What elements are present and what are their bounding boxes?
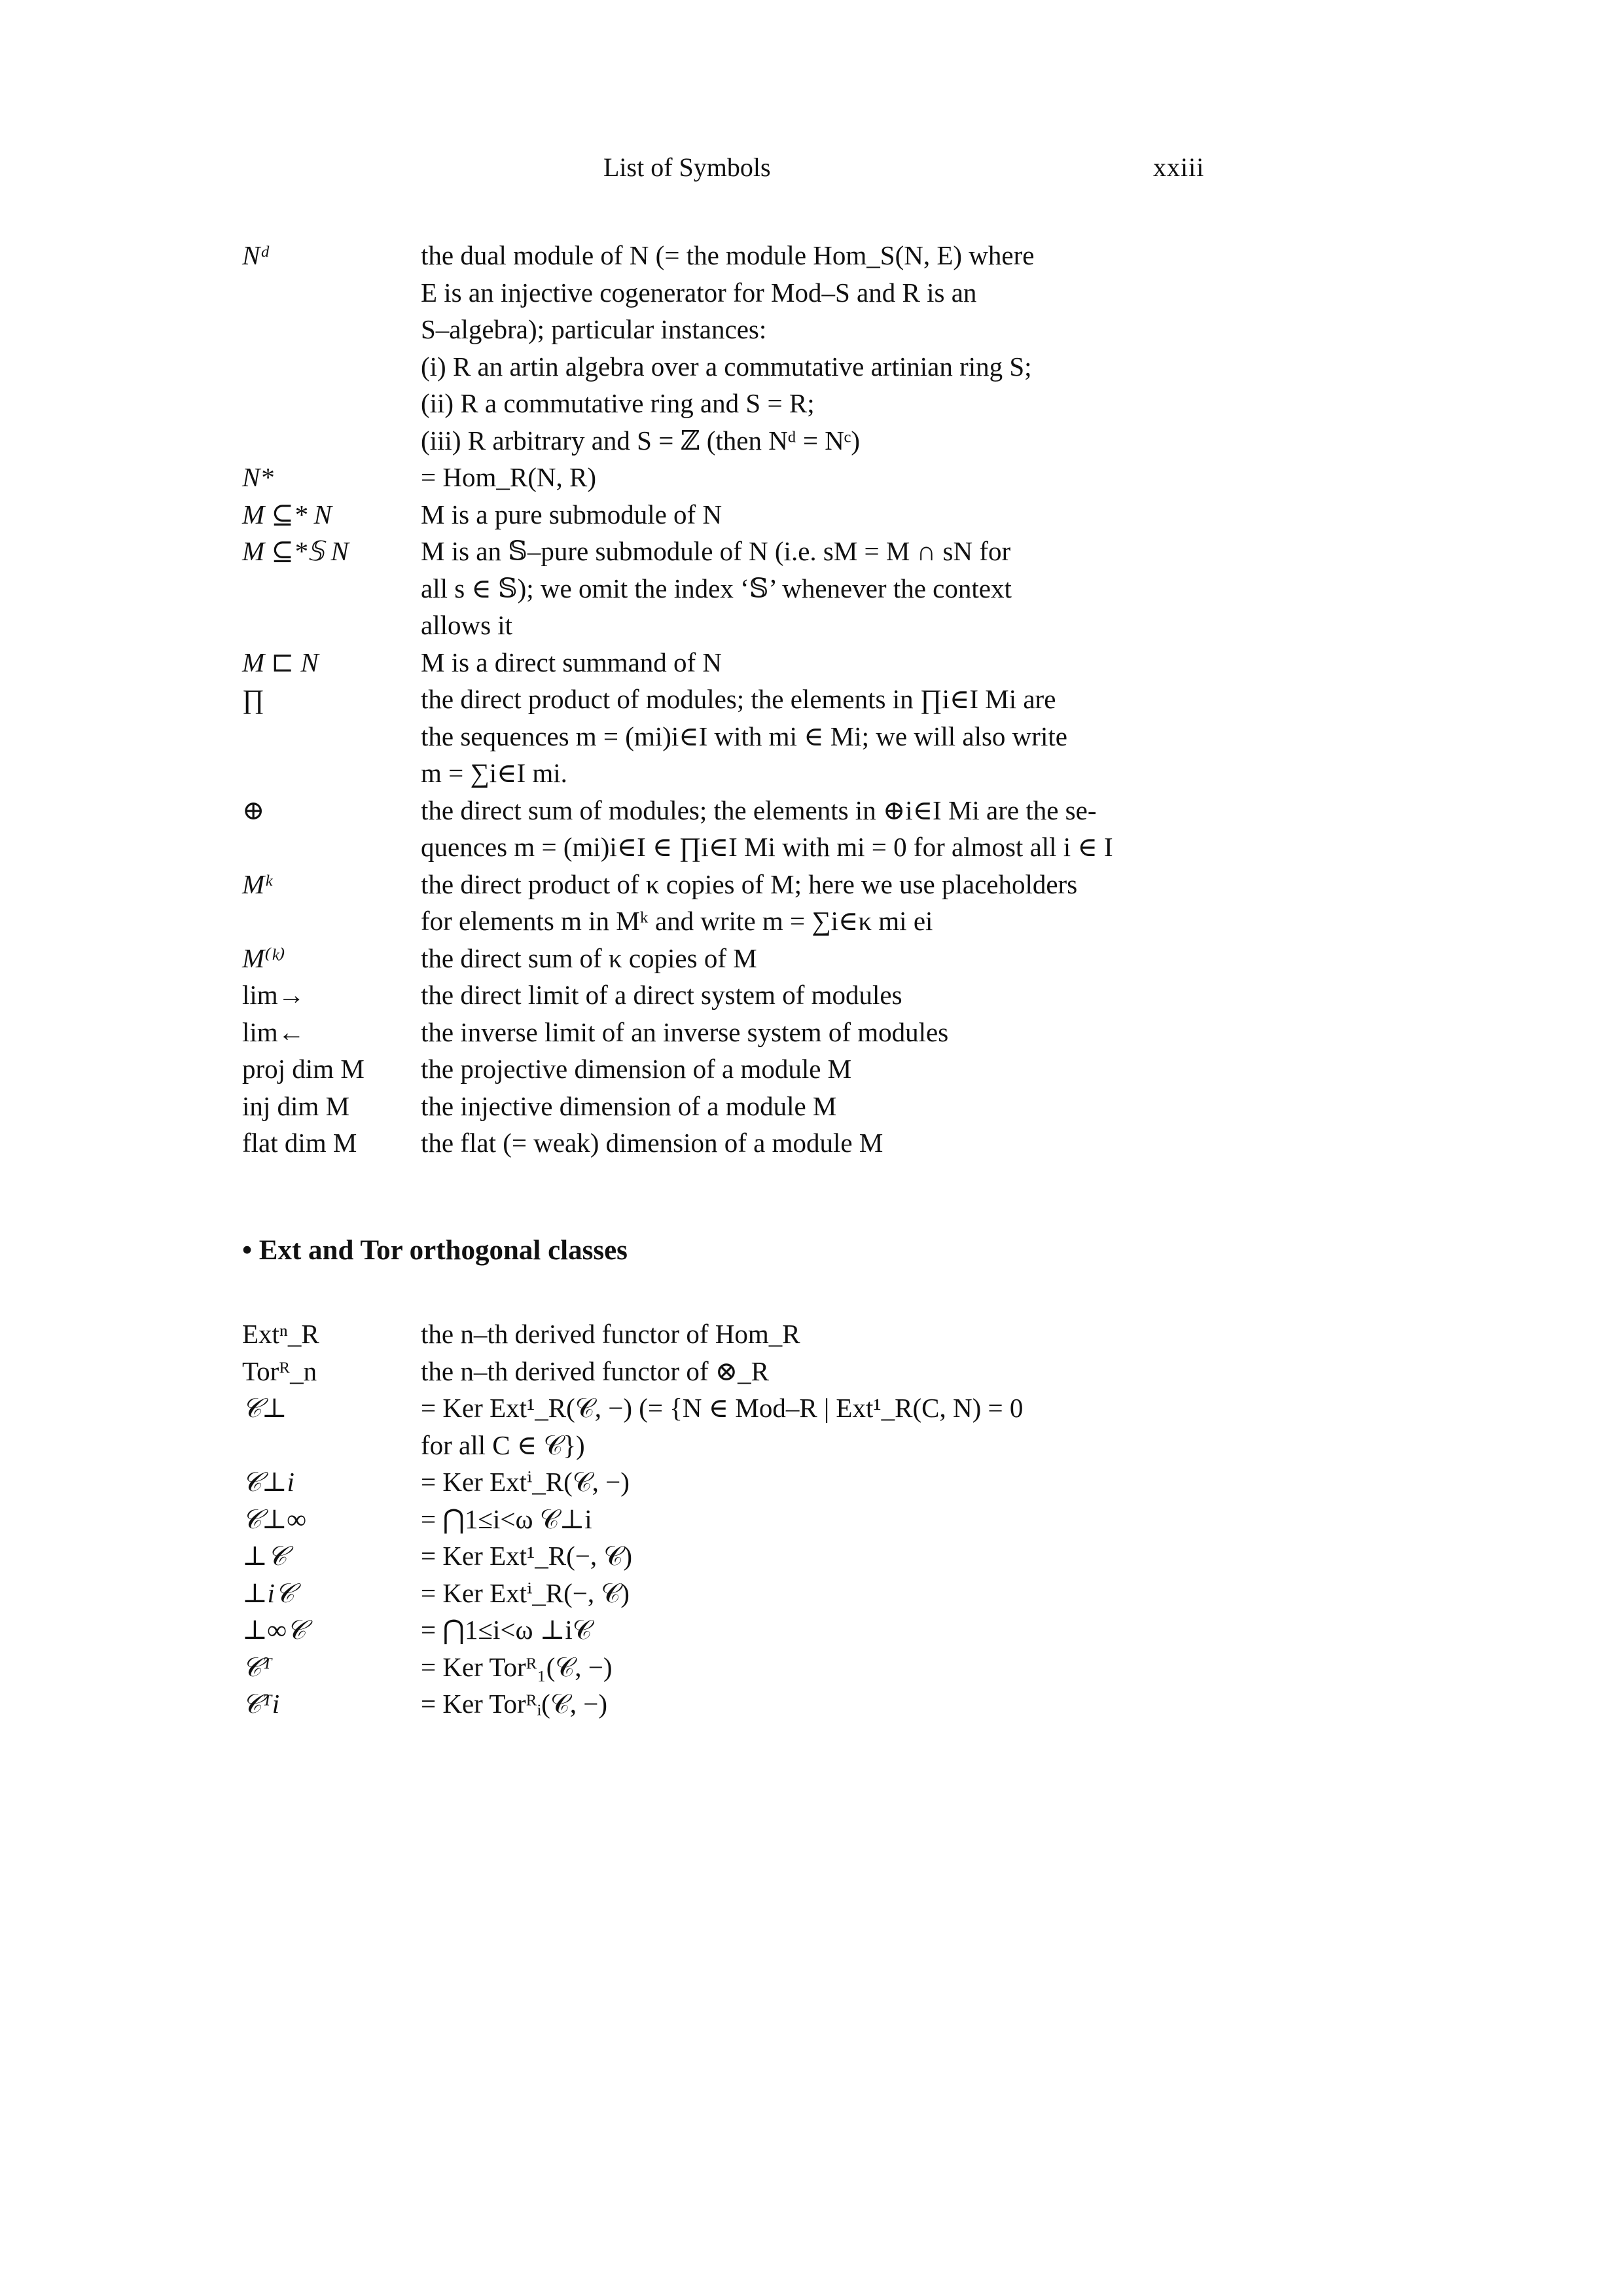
symbol-description <box>421 459 1263 496</box>
module-symbol-table <box>242 237 1263 1162</box>
symbol-description <box>421 1050 1263 1088</box>
symbol-entry <box>242 1575 1263 1612</box>
symbol-description <box>421 533 1263 644</box>
description-line: S–algebra); particular instances: <box>421 314 767 344</box>
symbol: M ⊆*𝕊 N <box>242 536 349 566</box>
symbol-entry <box>242 1611 1263 1649</box>
description-line: = ⋂1≤i<ω 𝒞⊥i <box>421 1503 592 1534</box>
symbol-description <box>421 792 1263 866</box>
symbol: M⁽ᵏ⁾ <box>242 942 285 973</box>
symbol-entry <box>242 1353 1263 1390</box>
symbol: flat dim M <box>242 1128 357 1158</box>
symbol-description <box>421 1390 1263 1463</box>
symbol: inj dim M <box>242 1090 350 1121</box>
symbol: 𝒞⊥ <box>242 1393 287 1423</box>
symbol: Mᵏ <box>242 869 272 899</box>
symbol-description <box>421 977 1263 1014</box>
page-number: xxiii <box>1153 152 1205 182</box>
symbol: lim← <box>242 1016 305 1047</box>
description-line: = ⋂1≤i<ω ⊥i𝒞 <box>421 1615 592 1645</box>
symbol: Nᵈ <box>242 240 269 270</box>
symbol: ∏ <box>242 684 264 714</box>
symbol: proj dim M <box>242 1054 365 1084</box>
symbol-description <box>421 1685 1263 1723</box>
symbol-entry <box>242 1316 1263 1353</box>
symbol-entry <box>242 1050 1263 1088</box>
symbol-description <box>421 1124 1263 1162</box>
symbol-entry <box>242 1463 1263 1501</box>
description-line: the direct sum of modules; the elements in ⊕i∈I Mi are the se- <box>421 795 1097 825</box>
description-line: = Hom_R(N, R) <box>421 462 596 492</box>
description-line: = Ker Extⁱ_R(𝒞, −) <box>421 1467 630 1497</box>
symbol-description <box>421 1575 1263 1612</box>
symbol: 𝒞⊥i <box>242 1467 294 1497</box>
symbol-entry <box>242 1014 1263 1051</box>
symbol-entry <box>242 1537 1263 1575</box>
symbol: ⊥𝒞 <box>242 1541 287 1571</box>
symbol: 𝒞ᵀi <box>242 1689 280 1719</box>
symbol: ⊕ <box>242 795 265 825</box>
symbol-entry <box>242 459 1263 496</box>
symbol-description <box>421 866 1263 940</box>
symbol-description <box>421 1088 1263 1125</box>
symbol-entry <box>242 681 1263 792</box>
description-line: E is an injective cogenerator for Mod–S and R is an <box>421 277 977 308</box>
symbol-entry <box>242 1501 1263 1538</box>
description-line: the injective dimension of a module M <box>421 1090 837 1121</box>
description-line: (ii) R a commutative ring and S = R; <box>421 388 815 418</box>
description-line: for all C ∈ 𝒞}) <box>421 1429 585 1460</box>
symbol: Extⁿ_R <box>242 1319 319 1349</box>
description-line: the n–th derived functor of Hom_R <box>421 1319 800 1349</box>
symbol-entry <box>242 1390 1263 1463</box>
symbol-entry <box>242 1685 1263 1723</box>
symbol: 𝒞⊥∞ <box>242 1503 306 1534</box>
description-line: M is an 𝕊–pure submodule of N (i.e. sM = M ∩ sN for <box>421 536 1011 566</box>
description-line: all s ∈ 𝕊); we omit the index ‘𝕊’ whenever the context <box>421 573 1012 603</box>
symbol-description <box>421 940 1263 977</box>
description-line: = Ker Ext¹_R(−, 𝒞) <box>421 1541 632 1571</box>
description-line: = Ker Torᴿᵢ(𝒞, −) <box>421 1689 607 1719</box>
symbol-description <box>421 644 1263 681</box>
symbol-entry <box>242 496 1263 533</box>
symbol: Torᴿ_n <box>242 1355 317 1386</box>
section-heading: • Ext and Tor orthogonal classes <box>242 1235 628 1266</box>
symbol-entry <box>242 644 1263 681</box>
symbol: ⊥∞𝒞 <box>242 1615 306 1645</box>
symbol-entry <box>242 940 1263 977</box>
symbol-entry <box>242 866 1263 940</box>
description-line: the n–th derived functor of ⊗_R <box>421 1355 769 1386</box>
symbol-entry <box>242 533 1263 644</box>
symbol-description <box>421 1611 1263 1649</box>
symbol-description <box>421 1353 1263 1390</box>
description-line: for elements m in Mᵏ and write m = ∑i∈κ mi ei <box>421 906 933 936</box>
description-line: the direct product of modules; the elements in ∏i∈I Mi are <box>421 684 1056 714</box>
symbol-entry <box>242 792 1263 866</box>
description-line: the direct limit of a direct system of modules <box>421 980 902 1010</box>
description-line: the sequences m = (mi)i∈I with mi ∈ Mi; we will also write <box>421 721 1067 751</box>
description-line: the direct product of κ copies of M; here we use placeholders <box>421 869 1078 899</box>
symbol-entry <box>242 237 1263 459</box>
orthogonal-symbol-table <box>242 1316 1263 1723</box>
symbol: M ⊆* N <box>242 499 332 529</box>
symbol-description <box>421 237 1263 459</box>
description-line: = Ker Extⁱ_R(−, 𝒞) <box>421 1577 630 1608</box>
description-line: M is a direct summand of N <box>421 647 722 677</box>
symbol-entry <box>242 1124 1263 1162</box>
symbol: lim→ <box>242 980 305 1010</box>
symbol: N* <box>242 462 274 492</box>
description-line: the dual module of N (= the module Hom_S(N, E) where <box>421 240 1035 270</box>
symbol-description <box>421 1463 1263 1501</box>
description-line: the flat (= weak) dimension of a module M <box>421 1128 883 1158</box>
symbol-description <box>421 1316 1263 1353</box>
symbol: 𝒞ᵀ <box>242 1651 272 1682</box>
description-line: M is a pure submodule of N <box>421 499 722 529</box>
symbol-description <box>421 496 1263 533</box>
description-line: the projective dimension of a module M <box>421 1054 852 1084</box>
symbol-entry <box>242 1649 1263 1686</box>
description-line: (iii) R arbitrary and S = ℤ (then Nᵈ = Nᶜ) <box>421 425 860 456</box>
symbol-entry <box>242 1088 1263 1125</box>
description-line: the direct sum of κ copies of M <box>421 942 757 973</box>
symbol: ⊥i𝒞 <box>242 1577 294 1608</box>
description-line: = Ker Ext¹_R(𝒞, −) (= {N ∈ Mod–R | Ext¹_R(C, N) = 0 <box>421 1393 1024 1423</box>
symbol-description <box>421 1014 1263 1051</box>
symbol-description <box>421 1537 1263 1575</box>
description-line: allows it <box>421 610 513 640</box>
description-line: m = ∑i∈I mi. <box>421 758 567 788</box>
symbol-description <box>421 1649 1263 1686</box>
description-line: = Ker Torᴿ₁(𝒞, −) <box>421 1651 613 1682</box>
symbol-description <box>421 681 1263 792</box>
description-line: the inverse limit of an inverse system of modules <box>421 1016 949 1047</box>
running-title: List of Symbols <box>603 152 771 182</box>
symbol: M ⊏ N <box>242 647 319 677</box>
description-line: quences m = (mi)i∈I ∈ ∏i∈I Mi with mi = 0 for almost all i ∈ I <box>421 832 1113 862</box>
symbol-description <box>421 1501 1263 1538</box>
symbol-entry <box>242 977 1263 1014</box>
description-line: (i) R an artin algebra over a commutative artinian ring S; <box>421 351 1032 382</box>
